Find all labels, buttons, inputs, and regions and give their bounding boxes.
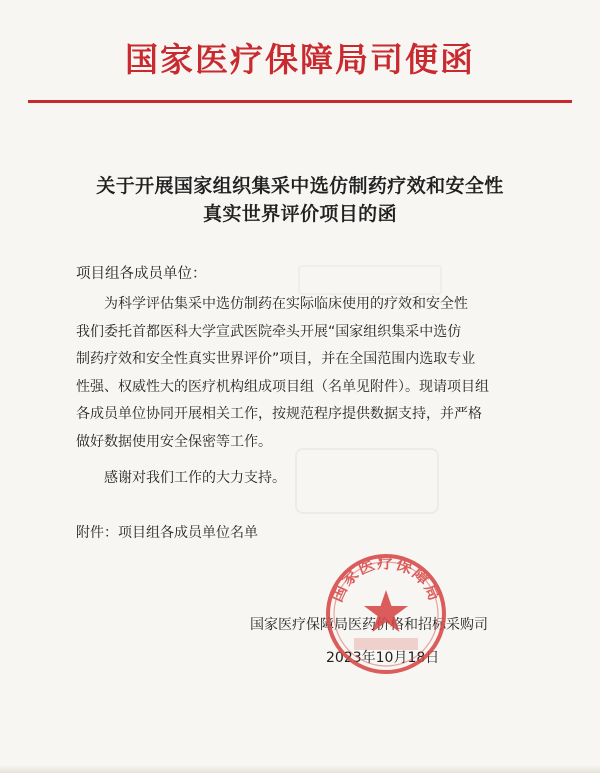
- document-title-line-1: 关于开展国家组织集采中选仿制药疗效和安全性: [96, 175, 504, 197]
- paper-shadow: [0, 765, 600, 773]
- background-watermark: [295, 448, 439, 514]
- body-paragraph: [76, 291, 546, 456]
- attachment-text: 附件：项目组各成员单位名单: [76, 525, 258, 541]
- seal-text: 国家医疗保障局: [326, 553, 446, 605]
- body-line: 为科学评估集采中选仿制药在实际临床使用的疗效和安全性: [104, 296, 468, 312]
- body-line: 我们委托首都医科大学宣武医院牵头开展“国家组织集采中选仿: [76, 323, 462, 340]
- document-date: 2023年10月18日: [326, 650, 440, 666]
- letterhead-divider: [28, 100, 572, 103]
- body-line: 性强、权威性大的医疗机构组成项目组（名单见附件）。现请项目组: [76, 378, 489, 395]
- seal-bottom-text-block: [354, 638, 418, 650]
- thanks-text: 感谢对我们工作的大力支持。: [104, 470, 286, 486]
- official-seal: [318, 546, 454, 682]
- document-title-line-2: 真实世界评价项目的函: [202, 203, 397, 225]
- signature: 国家医疗保障局医药价格和招标采购司: [250, 617, 488, 633]
- salutation: 项目组各成员单位：: [76, 266, 207, 282]
- seal-star-icon: [364, 590, 408, 632]
- body-line: 做好数据使用安全保密等工作。: [76, 433, 272, 450]
- letterhead-title: 国家医疗保障局司便函: [125, 40, 475, 79]
- body-line: 各成员单位协同开展相关工作，按规范程序提供数据支持，并严格: [76, 406, 482, 422]
- body-line: 制药疗效和安全性真实世界评价”项目，并在全国范围内选取专业: [76, 351, 476, 367]
